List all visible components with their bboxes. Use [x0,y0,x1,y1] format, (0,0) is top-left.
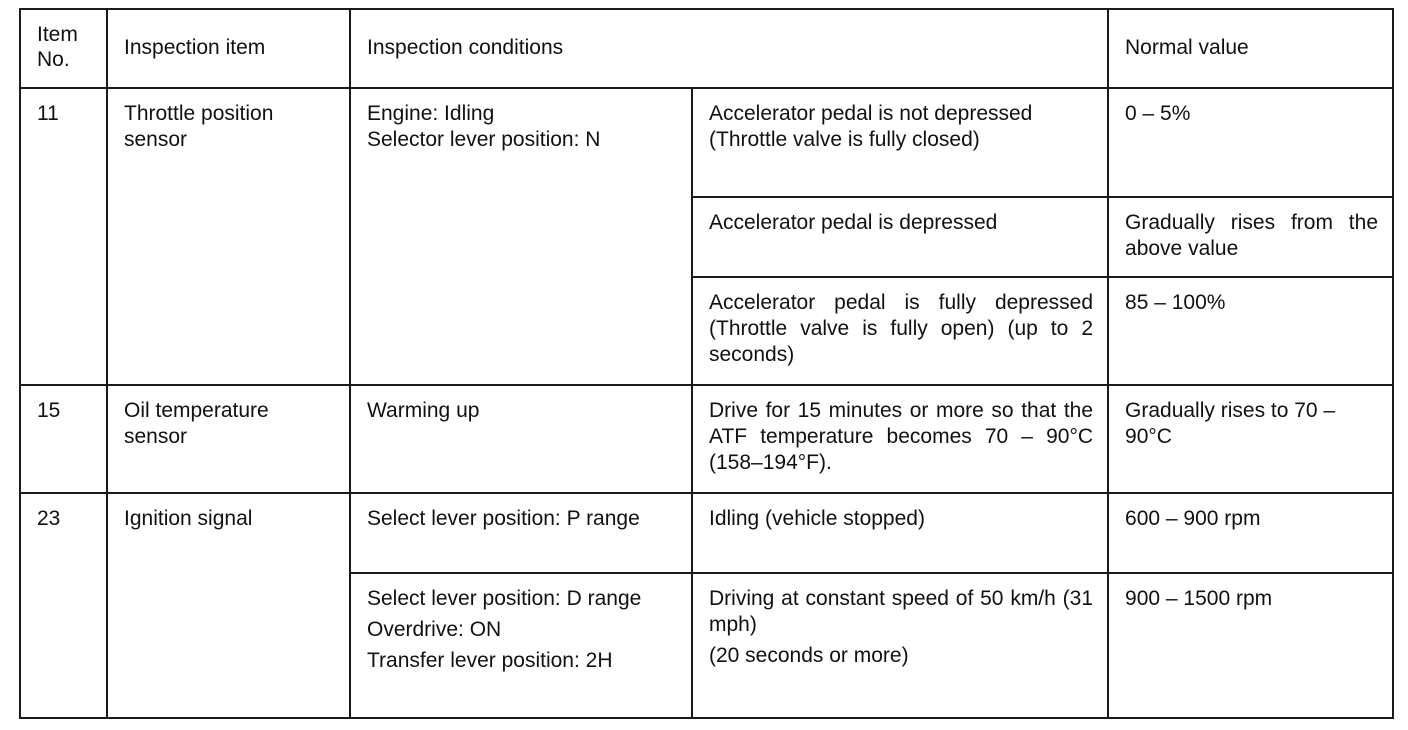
condition-line: Overdrive: ON [367,618,502,641]
condition-line: Select lever position: D range [367,587,642,610]
condition-line: Selector lever position: N [367,128,601,151]
table-header-row [20,9,1393,88]
inspection-item-cell: Oil temperature sensor [107,385,350,493]
condition-cell [350,573,692,718]
normal-value-cell: 0 – 5% [1108,88,1393,197]
header-inspection-conditions: Inspection conditions [350,9,1108,88]
detail-cell: Accelerator pedal is not depressed (Throttle valve is fully closed) [692,88,1108,197]
condition-line: Transfer lever position: 2H [367,649,613,672]
item-no-cell: 23 [20,493,107,718]
table-row [20,385,1393,493]
item-no-cell: 15 [20,385,107,493]
inspection-table [19,8,1394,719]
header-normal-value: Normal value [1108,9,1393,88]
header-item-no: Item No. [20,9,107,88]
normal-value-cell: 85 – 100% [1108,277,1393,385]
condition-line: Engine: Idling [367,102,495,125]
detail-line: (20 seconds or more) [709,644,909,667]
header-inspection-item: Inspection item [107,9,350,88]
normal-value-cell: 900 – 1500 rpm [1108,573,1393,718]
detail-line: Driving at constant speed of 50 km/h (31 mph) [709,587,1094,636]
item-no-cell: 11 [20,88,107,385]
condition-cell: Warming up [350,385,692,493]
table-row [20,493,1393,573]
table-row [20,88,1393,197]
normal-value-cell: Gradually rises to 70 – 90°C [1108,385,1393,493]
inspection-sheet [19,8,1392,719]
inspection-item-cell: Throttle position sensor [107,88,350,385]
detail-cell [692,573,1108,718]
detail-cell: Accelerator pedal is fully depressed (Throttle valve is fully open) (up to 2 seconds) [692,277,1108,385]
normal-value-cell: Gradually rises from the above value [1108,197,1393,277]
detail-cell: Idling (vehicle stopped) [692,493,1108,573]
condition-cell [350,88,692,385]
detail-cell: Drive for 15 minutes or more so that the ATF temperature becomes 70 – 90°C (158–194°F). [692,385,1108,493]
detail-cell: Accelerator pedal is depressed [692,197,1108,277]
condition-cell: Select lever position: P range [350,493,692,573]
inspection-item-cell: Ignition signal [107,493,350,718]
normal-value-cell: 600 – 900 rpm [1108,493,1393,573]
